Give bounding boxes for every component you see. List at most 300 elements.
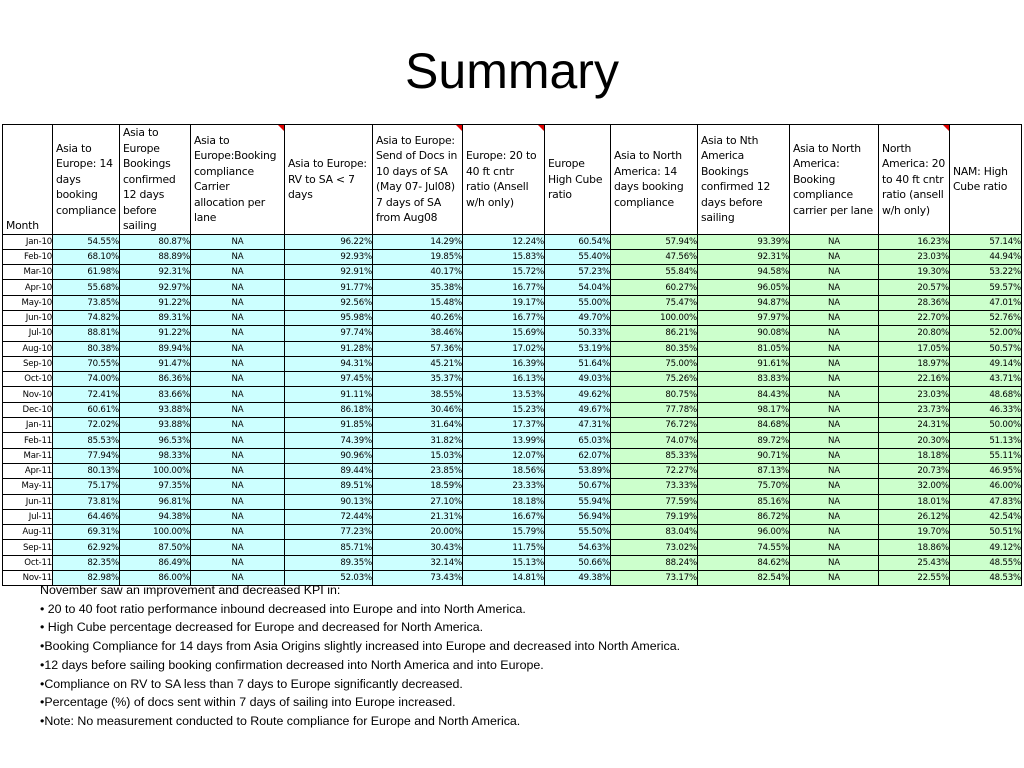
value-cell: 15.79% bbox=[462, 525, 544, 540]
value-cell: 86.49% bbox=[119, 555, 190, 570]
value-cell: 18.86% bbox=[878, 540, 949, 555]
value-cell: 18.18% bbox=[878, 448, 949, 463]
value-cell: 91.61% bbox=[697, 356, 789, 371]
month-cell: Feb-10 bbox=[3, 249, 53, 264]
value-cell: NA bbox=[789, 372, 878, 387]
value-cell: 96.53% bbox=[119, 433, 190, 448]
value-cell: 49.12% bbox=[949, 540, 1021, 555]
value-cell: 86.18% bbox=[284, 402, 372, 417]
value-cell: 75.70% bbox=[697, 479, 789, 494]
value-cell: 85.71% bbox=[284, 540, 372, 555]
value-cell: 86.72% bbox=[697, 509, 789, 524]
table-row bbox=[3, 372, 1022, 387]
value-cell: 20.80% bbox=[878, 326, 949, 341]
month-cell: Jul-10 bbox=[3, 326, 53, 341]
value-cell: 46.95% bbox=[949, 463, 1021, 478]
value-cell: 44.94% bbox=[949, 249, 1021, 264]
value-cell: 55.94% bbox=[544, 494, 610, 509]
value-cell: 30.43% bbox=[372, 540, 462, 555]
header-text: Asia to Europe:Booking compliance Carrier allocation per lane bbox=[193, 133, 277, 225]
value-cell: NA bbox=[789, 341, 878, 356]
value-cell: NA bbox=[789, 463, 878, 478]
value-cell: 24.31% bbox=[878, 418, 949, 433]
value-cell: 98.17% bbox=[697, 402, 789, 417]
table-row bbox=[3, 509, 1022, 524]
month-cell: Oct-11 bbox=[3, 555, 53, 570]
month-cell: Dec-10 bbox=[3, 402, 53, 417]
value-cell: NA bbox=[789, 571, 878, 586]
table-row bbox=[3, 448, 1022, 463]
table-row bbox=[3, 463, 1022, 478]
value-cell: 12.24% bbox=[462, 234, 544, 249]
value-cell: 89.44% bbox=[284, 463, 372, 478]
value-cell: 72.44% bbox=[284, 509, 372, 524]
value-cell: 91.85% bbox=[284, 418, 372, 433]
table-row bbox=[3, 402, 1022, 417]
value-cell: 92.31% bbox=[119, 265, 190, 280]
value-cell: 50.51% bbox=[949, 525, 1021, 540]
value-cell: NA bbox=[190, 448, 284, 463]
value-cell: NA bbox=[190, 463, 284, 478]
value-cell: NA bbox=[190, 540, 284, 555]
value-cell: 81.05% bbox=[697, 341, 789, 356]
value-cell: 31.82% bbox=[372, 433, 462, 448]
table-header-row bbox=[3, 125, 1022, 235]
value-cell: NA bbox=[190, 555, 284, 570]
value-cell: 15.69% bbox=[462, 326, 544, 341]
value-cell: 50.67% bbox=[544, 479, 610, 494]
value-cell: NA bbox=[789, 448, 878, 463]
value-cell: 89.35% bbox=[284, 555, 372, 570]
value-cell: 86.36% bbox=[119, 372, 190, 387]
value-cell: 54.04% bbox=[544, 280, 610, 295]
value-cell: 56.94% bbox=[544, 509, 610, 524]
value-cell: 75.17% bbox=[53, 479, 120, 494]
value-cell: 50.33% bbox=[544, 326, 610, 341]
value-cell: 77.94% bbox=[53, 448, 120, 463]
value-cell: 21.31% bbox=[372, 509, 462, 524]
value-cell: NA bbox=[789, 540, 878, 555]
value-cell: 18.18% bbox=[462, 494, 544, 509]
value-cell: 20.30% bbox=[878, 433, 949, 448]
slide-title: Summary bbox=[405, 43, 619, 99]
value-cell: 80.87% bbox=[119, 234, 190, 249]
month-cell: Sep-11 bbox=[3, 540, 53, 555]
value-cell: NA bbox=[789, 265, 878, 280]
table-row bbox=[3, 494, 1022, 509]
value-cell: 96.81% bbox=[119, 494, 190, 509]
value-cell: 97.45% bbox=[284, 372, 372, 387]
value-cell: 85.33% bbox=[610, 448, 697, 463]
month-cell: May-11 bbox=[3, 479, 53, 494]
value-cell: 62.07% bbox=[544, 448, 610, 463]
value-cell: 23.33% bbox=[462, 479, 544, 494]
value-cell: 75.26% bbox=[610, 372, 697, 387]
header-eu-send-of-docs bbox=[372, 125, 462, 235]
month-cell: Nov-11 bbox=[3, 571, 53, 586]
value-cell: 16.23% bbox=[878, 234, 949, 249]
value-cell: NA bbox=[190, 418, 284, 433]
value-cell: 32.00% bbox=[878, 479, 949, 494]
value-cell: 12.07% bbox=[462, 448, 544, 463]
value-cell: 49.38% bbox=[544, 571, 610, 586]
value-cell: NA bbox=[190, 571, 284, 586]
value-cell: 31.64% bbox=[372, 418, 462, 433]
month-cell: Sep-10 bbox=[3, 356, 53, 371]
value-cell: NA bbox=[190, 509, 284, 524]
table-row bbox=[3, 433, 1022, 448]
value-cell: NA bbox=[190, 433, 284, 448]
value-cell: 73.33% bbox=[610, 479, 697, 494]
value-cell: 20.57% bbox=[878, 280, 949, 295]
value-cell: 84.62% bbox=[697, 555, 789, 570]
table-row bbox=[3, 341, 1022, 356]
value-cell: 72.02% bbox=[53, 418, 120, 433]
value-cell: 15.13% bbox=[462, 555, 544, 570]
value-cell: 46.00% bbox=[949, 479, 1021, 494]
month-cell: Jul-11 bbox=[3, 509, 53, 524]
value-cell: 94.87% bbox=[697, 295, 789, 310]
value-cell: 23.73% bbox=[878, 402, 949, 417]
value-cell: 89.31% bbox=[119, 310, 190, 325]
value-cell: 74.07% bbox=[610, 433, 697, 448]
value-cell: 15.03% bbox=[372, 448, 462, 463]
header-text: North America: 20 to 40 ft cntr ratio (ansell w/h only) bbox=[881, 141, 946, 217]
value-cell: 77.23% bbox=[284, 525, 372, 540]
value-cell: 93.88% bbox=[119, 402, 190, 417]
value-cell: 50.57% bbox=[949, 341, 1021, 356]
value-cell: 74.00% bbox=[53, 372, 120, 387]
value-cell: 73.81% bbox=[53, 494, 120, 509]
value-cell: NA bbox=[789, 310, 878, 325]
header-eu-20-40-ratio bbox=[462, 125, 544, 235]
header-na-carrier-per-lane: Asia to North America: Booking compliance carrier per lane bbox=[789, 125, 878, 235]
value-cell: 45.21% bbox=[372, 356, 462, 371]
value-cell: 47.56% bbox=[610, 249, 697, 264]
value-cell: 51.13% bbox=[949, 433, 1021, 448]
value-cell: 77.78% bbox=[610, 402, 697, 417]
value-cell: 89.94% bbox=[119, 341, 190, 356]
value-cell: 20.00% bbox=[372, 525, 462, 540]
value-cell: 61.98% bbox=[53, 265, 120, 280]
value-cell: NA bbox=[789, 234, 878, 249]
value-cell: 42.54% bbox=[949, 509, 1021, 524]
value-cell: 80.38% bbox=[53, 341, 120, 356]
value-cell: 89.72% bbox=[697, 433, 789, 448]
value-cell: 57.36% bbox=[372, 341, 462, 356]
kpi-table bbox=[2, 124, 1022, 586]
value-cell: NA bbox=[190, 494, 284, 509]
value-cell: NA bbox=[190, 310, 284, 325]
table-row bbox=[3, 234, 1022, 249]
value-cell: 48.55% bbox=[949, 555, 1021, 570]
value-cell: NA bbox=[789, 525, 878, 540]
value-cell: 80.13% bbox=[53, 463, 120, 478]
value-cell: 17.37% bbox=[462, 418, 544, 433]
table-row bbox=[3, 295, 1022, 310]
value-cell: 85.53% bbox=[53, 433, 120, 448]
value-cell: 90.13% bbox=[284, 494, 372, 509]
value-cell: 69.31% bbox=[53, 525, 120, 540]
value-cell: 16.67% bbox=[462, 509, 544, 524]
value-cell: NA bbox=[789, 433, 878, 448]
month-cell: Apr-10 bbox=[3, 280, 53, 295]
value-cell: 18.56% bbox=[462, 463, 544, 478]
value-cell: 97.35% bbox=[119, 479, 190, 494]
value-cell: 90.96% bbox=[284, 448, 372, 463]
value-cell: NA bbox=[789, 249, 878, 264]
value-cell: 47.31% bbox=[544, 418, 610, 433]
value-cell: 23.03% bbox=[878, 387, 949, 402]
value-cell: 88.81% bbox=[53, 326, 120, 341]
value-cell: 91.11% bbox=[284, 387, 372, 402]
note-item: •Booking Compliance for 14 days from Asia Origins slightly increased into Europe and decreased into North America. bbox=[40, 639, 681, 654]
value-cell: 16.77% bbox=[462, 280, 544, 295]
value-cell: NA bbox=[190, 356, 284, 371]
value-cell: 14.81% bbox=[462, 571, 544, 586]
comment-flag-icon bbox=[456, 125, 462, 131]
value-cell: 19.70% bbox=[878, 525, 949, 540]
header-eu-12day-confirmed: Asia to Europe Bookings confirmed 12 days before sailing bbox=[119, 125, 190, 235]
value-cell: 23.85% bbox=[372, 463, 462, 478]
notes-section bbox=[40, 581, 1000, 731]
value-cell: 40.26% bbox=[372, 310, 462, 325]
header-eu-high-cube: Europe High Cube ratio bbox=[544, 125, 610, 235]
table-row bbox=[3, 418, 1022, 433]
value-cell: 18.59% bbox=[372, 479, 462, 494]
value-cell: 80.35% bbox=[610, 341, 697, 356]
value-cell: 38.55% bbox=[372, 387, 462, 402]
value-cell: 46.33% bbox=[949, 402, 1021, 417]
value-cell: 48.53% bbox=[949, 571, 1021, 586]
header-text: Europe: 20 to 40 ft cntr ratio (Ansell w/h only) bbox=[465, 149, 537, 209]
value-cell: 100.00% bbox=[119, 463, 190, 478]
value-cell: 23.03% bbox=[878, 249, 949, 264]
value-cell: 27.10% bbox=[372, 494, 462, 509]
value-cell: 40.17% bbox=[372, 265, 462, 280]
value-cell: NA bbox=[789, 387, 878, 402]
value-cell: 87.13% bbox=[697, 463, 789, 478]
value-cell: 98.33% bbox=[119, 448, 190, 463]
value-cell: NA bbox=[190, 372, 284, 387]
header-na-12day-confirmed: Asia to Nth America Bookings confirmed 12 days before sailing bbox=[697, 125, 789, 235]
value-cell: 82.98% bbox=[53, 571, 120, 586]
table-row bbox=[3, 280, 1022, 295]
value-cell: 97.74% bbox=[284, 326, 372, 341]
value-cell: 93.39% bbox=[697, 234, 789, 249]
month-cell: Jan-11 bbox=[3, 418, 53, 433]
value-cell: 49.67% bbox=[544, 402, 610, 417]
value-cell: 16.39% bbox=[462, 356, 544, 371]
table-row bbox=[3, 356, 1022, 371]
header-eu-carrier-allocation bbox=[190, 125, 284, 235]
value-cell: 14.29% bbox=[372, 234, 462, 249]
value-cell: 65.03% bbox=[544, 433, 610, 448]
value-cell: NA bbox=[190, 341, 284, 356]
value-cell: NA bbox=[190, 326, 284, 341]
value-cell: 53.19% bbox=[544, 341, 610, 356]
kpi-table-body bbox=[3, 234, 1022, 586]
month-cell: Oct-10 bbox=[3, 372, 53, 387]
value-cell: 88.24% bbox=[610, 555, 697, 570]
value-cell: 94.38% bbox=[119, 509, 190, 524]
notes-intro: November saw an improvement and decreased KPI in: bbox=[40, 583, 341, 597]
value-cell: 51.64% bbox=[544, 356, 610, 371]
value-cell: NA bbox=[789, 280, 878, 295]
value-cell: 97.97% bbox=[697, 310, 789, 325]
value-cell: NA bbox=[190, 479, 284, 494]
value-cell: 47.83% bbox=[949, 494, 1021, 509]
table-row bbox=[3, 525, 1022, 540]
value-cell: 49.62% bbox=[544, 387, 610, 402]
value-cell: 22.70% bbox=[878, 310, 949, 325]
value-cell: 77.59% bbox=[610, 494, 697, 509]
value-cell: 82.54% bbox=[697, 571, 789, 586]
value-cell: 30.46% bbox=[372, 402, 462, 417]
value-cell: 90.08% bbox=[697, 326, 789, 341]
value-cell: 95.98% bbox=[284, 310, 372, 325]
value-cell: 90.71% bbox=[697, 448, 789, 463]
value-cell: NA bbox=[190, 402, 284, 417]
value-cell: 60.54% bbox=[544, 234, 610, 249]
value-cell: 91.47% bbox=[119, 356, 190, 371]
value-cell: 18.01% bbox=[878, 494, 949, 509]
table-row bbox=[3, 265, 1022, 280]
value-cell: 73.02% bbox=[610, 540, 697, 555]
value-cell: 32.14% bbox=[372, 555, 462, 570]
value-cell: 25.43% bbox=[878, 555, 949, 570]
value-cell: 19.17% bbox=[462, 295, 544, 310]
header-eu-rv-to-sa: Asia to Europe: RV to SA < 7 days bbox=[284, 125, 372, 235]
value-cell: 54.55% bbox=[53, 234, 120, 249]
value-cell: 83.04% bbox=[610, 525, 697, 540]
value-cell: 100.00% bbox=[119, 525, 190, 540]
month-cell: Aug-10 bbox=[3, 341, 53, 356]
value-cell: 28.36% bbox=[878, 295, 949, 310]
value-cell: 75.00% bbox=[610, 356, 697, 371]
value-cell: NA bbox=[789, 509, 878, 524]
month-cell: Jun-10 bbox=[3, 310, 53, 325]
value-cell: 93.88% bbox=[119, 418, 190, 433]
value-cell: 16.77% bbox=[462, 310, 544, 325]
value-cell: 43.71% bbox=[949, 372, 1021, 387]
value-cell: 18.97% bbox=[878, 356, 949, 371]
table-row bbox=[3, 387, 1022, 402]
value-cell: NA bbox=[190, 525, 284, 540]
table-row bbox=[3, 326, 1022, 341]
note-item: • High Cube percentage decreased for Europe and decreased for North America. bbox=[40, 620, 484, 635]
value-cell: 17.05% bbox=[878, 341, 949, 356]
value-cell: 48.68% bbox=[949, 387, 1021, 402]
comment-flag-icon bbox=[538, 125, 544, 131]
value-cell: 84.43% bbox=[697, 387, 789, 402]
value-cell: 57.14% bbox=[949, 234, 1021, 249]
value-cell: 16.13% bbox=[462, 372, 544, 387]
value-cell: 86.00% bbox=[119, 571, 190, 586]
value-cell: 92.93% bbox=[284, 249, 372, 264]
value-cell: 91.28% bbox=[284, 341, 372, 356]
value-cell: 52.76% bbox=[949, 310, 1021, 325]
value-cell: 50.00% bbox=[949, 418, 1021, 433]
value-cell: NA bbox=[190, 249, 284, 264]
value-cell: 17.02% bbox=[462, 341, 544, 356]
value-cell: 84.68% bbox=[697, 418, 789, 433]
value-cell: 20.73% bbox=[878, 463, 949, 478]
note-item: •Compliance on RV to SA less than 7 days to Europe significantly decreased. bbox=[40, 676, 463, 691]
value-cell: 38.46% bbox=[372, 326, 462, 341]
value-cell: 94.58% bbox=[697, 265, 789, 280]
value-cell: 53.89% bbox=[544, 463, 610, 478]
table-row bbox=[3, 555, 1022, 570]
value-cell: 49.70% bbox=[544, 310, 610, 325]
value-cell: 75.47% bbox=[610, 295, 697, 310]
value-cell: 60.61% bbox=[53, 402, 120, 417]
value-cell: 55.68% bbox=[53, 280, 120, 295]
table-row bbox=[3, 540, 1022, 555]
value-cell: NA bbox=[789, 326, 878, 341]
value-cell: 83.66% bbox=[119, 387, 190, 402]
comment-flag-icon bbox=[943, 125, 949, 131]
value-cell: NA bbox=[789, 295, 878, 310]
value-cell: 72.27% bbox=[610, 463, 697, 478]
value-cell: 68.10% bbox=[53, 249, 120, 264]
note-item: •Note: No measurement conducted to Route compliance for Europe and North America. bbox=[40, 713, 521, 728]
value-cell: 53.22% bbox=[949, 265, 1021, 280]
value-cell: NA bbox=[789, 555, 878, 570]
value-cell: 83.83% bbox=[697, 372, 789, 387]
value-cell: 35.38% bbox=[372, 280, 462, 295]
month-cell: Mar-10 bbox=[3, 265, 53, 280]
kpi-table-container bbox=[2, 124, 1022, 586]
value-cell: 96.05% bbox=[697, 280, 789, 295]
value-cell: 80.75% bbox=[610, 387, 697, 402]
value-cell: 57.23% bbox=[544, 265, 610, 280]
value-cell: 92.91% bbox=[284, 265, 372, 280]
value-cell: 59.57% bbox=[949, 280, 1021, 295]
value-cell: 73.43% bbox=[372, 571, 462, 586]
value-cell: 13.53% bbox=[462, 387, 544, 402]
value-cell: 96.22% bbox=[284, 234, 372, 249]
value-cell: 74.39% bbox=[284, 433, 372, 448]
value-cell: 55.50% bbox=[544, 525, 610, 540]
value-cell: 49.14% bbox=[949, 356, 1021, 371]
value-cell: 70.55% bbox=[53, 356, 120, 371]
header-nam-high-cube: NAM: High Cube ratio bbox=[949, 125, 1021, 235]
value-cell: 76.72% bbox=[610, 418, 697, 433]
value-cell: 52.03% bbox=[284, 571, 372, 586]
header-na-20-40-ratio bbox=[878, 125, 949, 235]
value-cell: 94.31% bbox=[284, 356, 372, 371]
month-cell: Mar-11 bbox=[3, 448, 53, 463]
value-cell: 49.03% bbox=[544, 372, 610, 387]
value-cell: 92.97% bbox=[119, 280, 190, 295]
table-row bbox=[3, 249, 1022, 264]
value-cell: 15.23% bbox=[462, 402, 544, 417]
value-cell: 73.17% bbox=[610, 571, 697, 586]
month-cell: May-10 bbox=[3, 295, 53, 310]
value-cell: 47.01% bbox=[949, 295, 1021, 310]
value-cell: 73.85% bbox=[53, 295, 120, 310]
note-item: • 20 to 40 foot ratio performance inbound decreased into Europe and into North America. bbox=[40, 601, 526, 616]
value-cell: 54.63% bbox=[544, 540, 610, 555]
value-cell: 15.72% bbox=[462, 265, 544, 280]
note-item: •12 days before sailing booking confirmation decreased into North America and into Europe. bbox=[40, 657, 544, 672]
value-cell: 87.50% bbox=[119, 540, 190, 555]
month-cell: Jan-10 bbox=[3, 234, 53, 249]
value-cell: 96.00% bbox=[697, 525, 789, 540]
value-cell: NA bbox=[190, 265, 284, 280]
value-cell: NA bbox=[789, 494, 878, 509]
